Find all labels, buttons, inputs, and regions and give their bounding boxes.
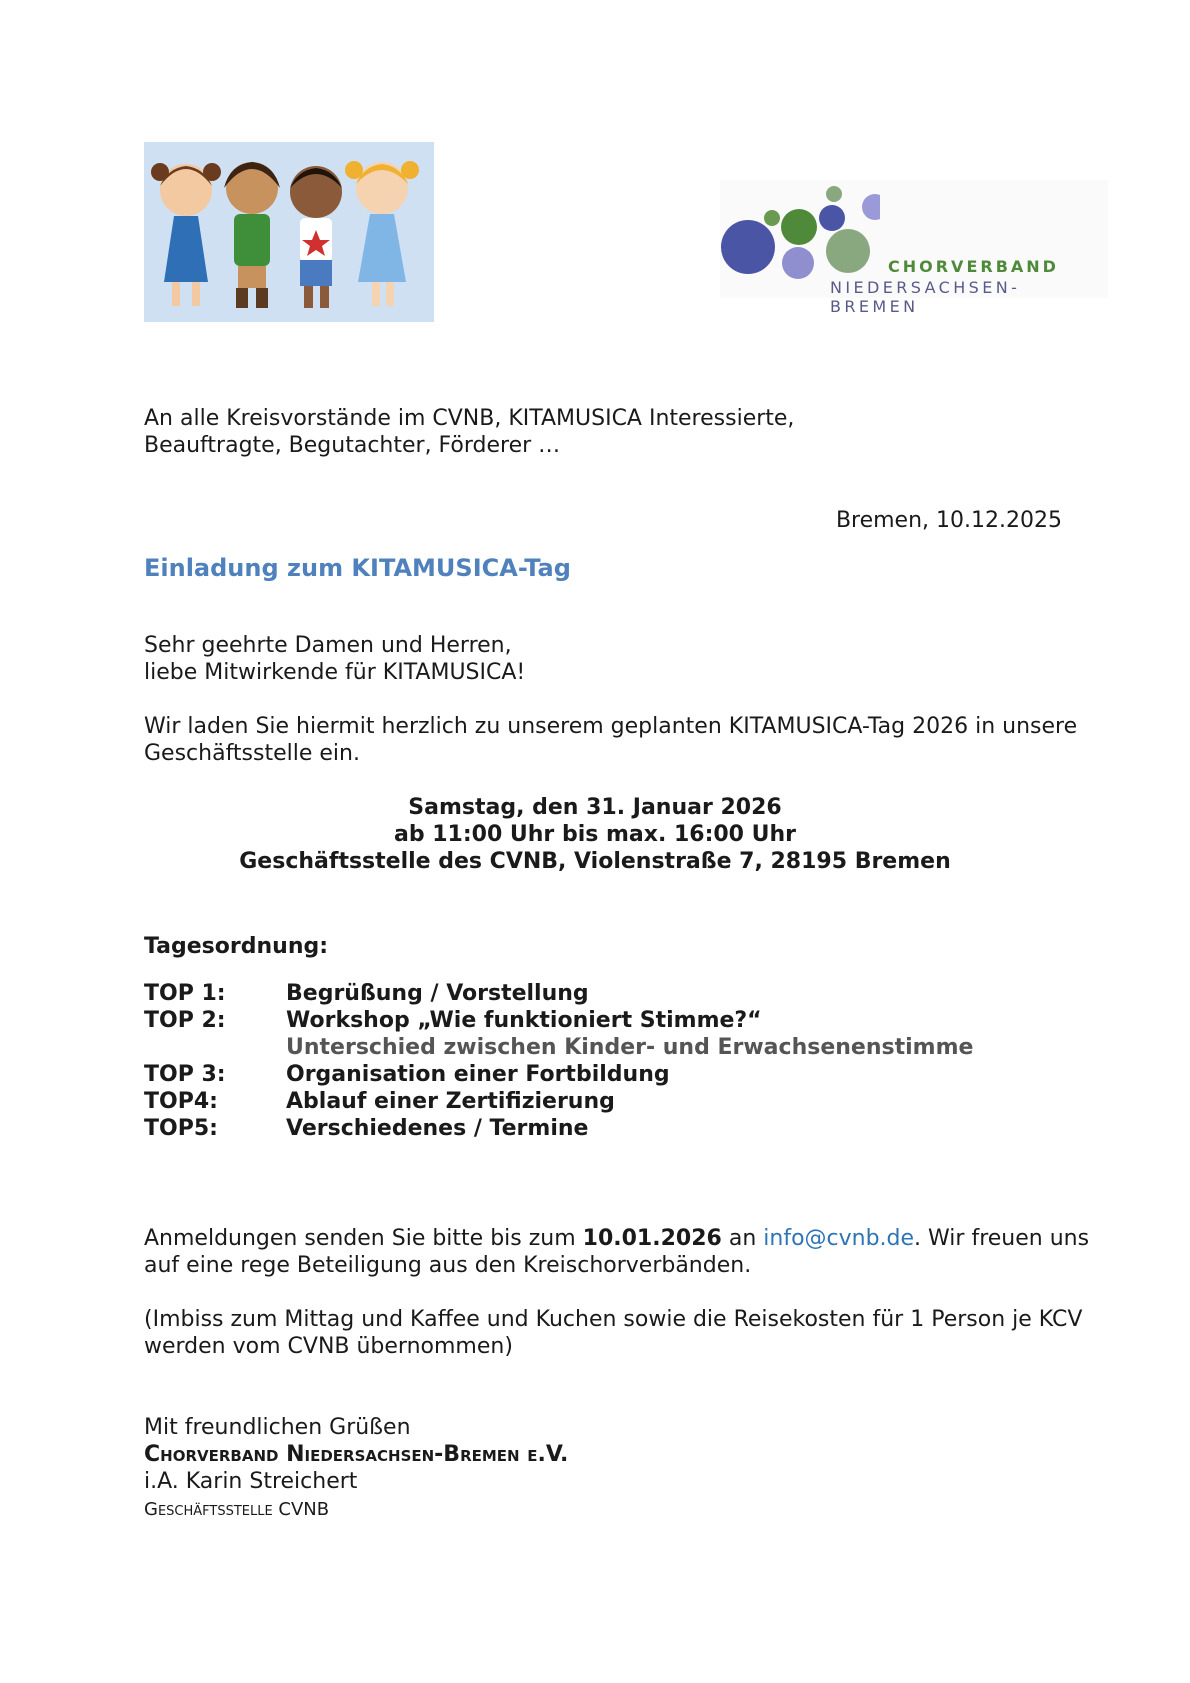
closing-signer: i.A. Karin Streichert (144, 1469, 358, 1494)
agenda-text-1: Begrüßung / Vorstellung (286, 981, 589, 1006)
children-drawing (144, 142, 434, 322)
registration-line-2: auf eine rege Beteiligung aus den Kreischorverbänden. (144, 1253, 752, 1278)
agenda-label-4: TOP4: (144, 1089, 218, 1114)
registration-line-1 (144, 1225, 1089, 1252)
registration-text-c: . Wir freuen uns (914, 1226, 1090, 1251)
kids-illustration (144, 142, 434, 322)
agenda-heading: Tagesordnung: (144, 934, 329, 959)
registration-deadline: 10.01.2026 (582, 1226, 722, 1251)
email-link[interactable]: info@cvnb.de (763, 1226, 915, 1251)
subject-title: Einladung zum KITAMUSICA-Tag (144, 554, 571, 582)
agenda-label-5: TOP5: (144, 1116, 218, 1141)
closing-department: Geschäftsstelle CVNB (144, 1499, 330, 1520)
closing-organization: Chorverband Niedersachsen-Bremen e.V. (144, 1442, 569, 1467)
registration-text-a: Anmeldungen senden Sie bitte bis zum (144, 1226, 583, 1251)
agenda-subtext-2: Unterschied zwischen Kinder- und Erwachsenenstimme (286, 1035, 974, 1060)
intro-line-1: Wir laden Sie hiermit herzlich zu unserem geplanten KITAMUSICA-Tag 2026 in unsere (144, 714, 1078, 739)
letter-date: Bremen, 10.12.2025 (835, 508, 1062, 533)
closing-greeting: Mit freundlichen Grüßen (144, 1415, 411, 1440)
chorverband-logo (720, 180, 1108, 316)
logo-text-chorverband: CHORVERBAND (888, 257, 1059, 276)
registration-text-b: an (721, 1226, 764, 1251)
intro-line-2: Geschäftsstelle ein. (144, 741, 360, 766)
agenda-text-2: Workshop „Wie funktioniert Stimme?“ (286, 1008, 762, 1033)
recipients-line-2: Beauftragte, Begutachter, Förderer … (144, 433, 561, 458)
agenda-label-3: TOP 3: (144, 1062, 226, 1087)
event-time: ab 11:00 Uhr bis max. 16:00 Uhr (393, 822, 797, 847)
agenda-text-3: Organisation einer Fortbildung (286, 1062, 670, 1087)
logo-text-region: NIEDERSACHSEN-BREMEN (830, 278, 1021, 316)
event-date: Samstag, den 31. Januar 2026 (408, 795, 782, 820)
logo-circles (720, 180, 880, 280)
agenda-text-4: Ablauf einer Zertifizierung (286, 1089, 615, 1114)
note-line-1: (Imbiss zum Mittag und Kaffee und Kuchen sowie die Reisekosten für 1 Person je KCV (144, 1307, 1083, 1332)
recipients-line-1: An alle Kreisvorstände im CVNB, KITAMUSICA Interessierte, (144, 406, 795, 431)
salutation-line-2: liebe Mitwirkende für KITAMUSICA! (144, 660, 526, 685)
event-location: Geschäftsstelle des CVNB, Violenstraße 7, 28195 Bremen (239, 849, 951, 874)
note-line-2: werden vom CVNB übernommen) (144, 1334, 513, 1359)
agenda-label-2: TOP 2: (144, 1008, 226, 1033)
agenda-label-1: TOP 1: (144, 981, 226, 1006)
agenda-text-5: Verschiedenes / Termine (286, 1116, 589, 1141)
salutation-line-1: Sehr geehrte Damen und Herren, (144, 633, 512, 658)
